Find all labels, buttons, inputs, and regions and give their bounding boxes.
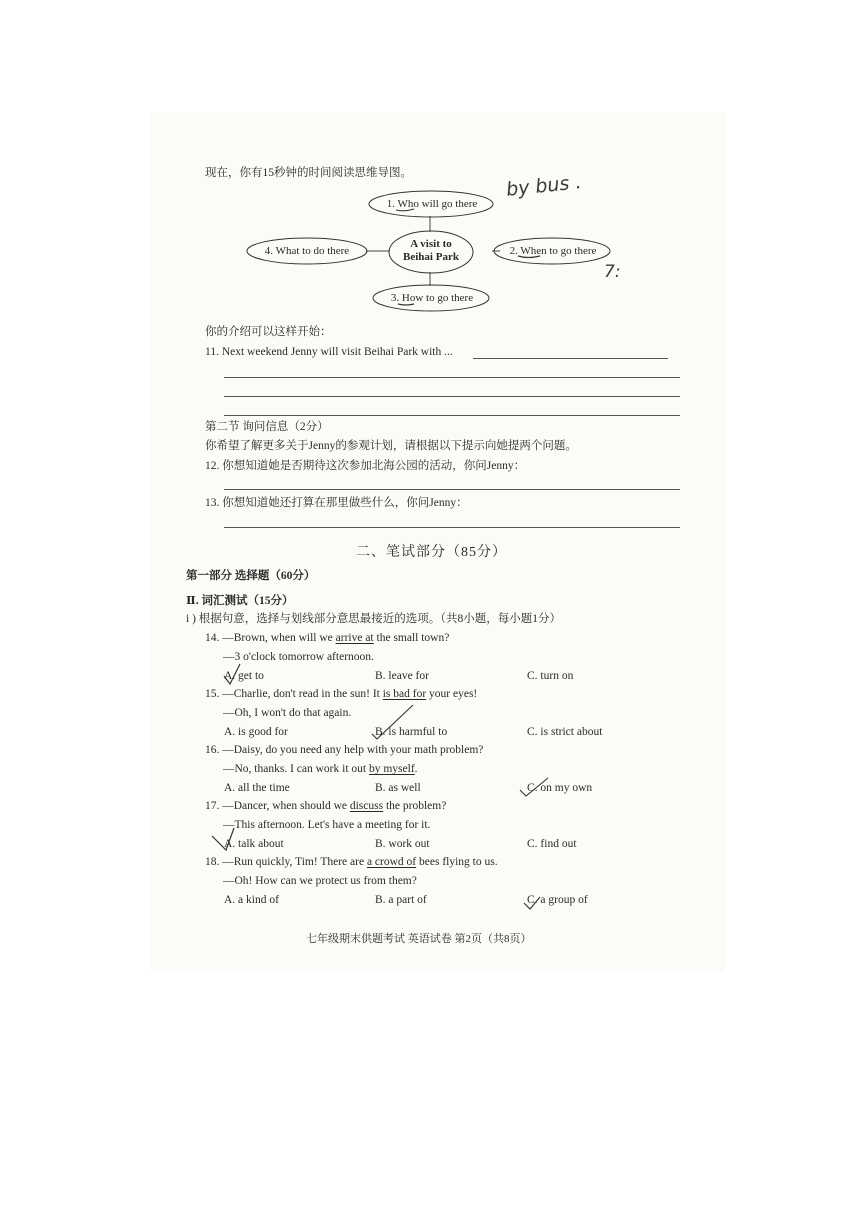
question-17: 17. —Dancer, when should we discuss the problem?	[205, 800, 447, 812]
option-16-c: C. on my own	[527, 782, 593, 794]
option-16-a: A. all the time	[224, 782, 290, 794]
center-line-1: A visit to	[410, 238, 452, 250]
mindmap-node-what: 4. What to do there	[264, 245, 350, 257]
option-16-b: B. as well	[375, 782, 421, 794]
check-mark-17	[212, 828, 234, 850]
option-14-b: B. leave for	[375, 670, 429, 682]
mindmap-node-when: 2. When to go there	[509, 245, 597, 257]
reply-14: —3 o'clock tomorrow afternoon.	[223, 651, 374, 663]
option-14-a: A. get to	[224, 670, 264, 682]
option-17-c: C. find out	[527, 838, 577, 850]
part1-title: 第一部分 选择题（60分）	[186, 570, 316, 582]
reply-17: —This afternoon. Let's have a meeting for it.	[223, 819, 431, 831]
check-mark-14	[224, 664, 240, 684]
reply-18: —Oh! How can we protect us from them?	[223, 875, 417, 887]
handwritten-seven: 7:	[604, 262, 621, 282]
question-15: 15. —Charlie, don't read in the sun! It is bad for your eyes!	[205, 688, 478, 700]
option-17-a: A. talk about	[224, 838, 284, 850]
option-15-c: C. is strict about	[527, 726, 603, 738]
option-18-b: B. a part of	[375, 894, 427, 906]
question-16: 16. —Daisy, do you need any help with your math problem?	[205, 744, 484, 756]
handwritten-by-bus: by bus .	[505, 171, 583, 201]
option-15-b: B. is harmful to	[375, 726, 448, 738]
vocab-instructions: i ) 根据句意，选择与划线部分意思最接近的选项。（共8小题，每小题1分）	[186, 613, 562, 625]
intro-start: 你的介绍可以这样开始：	[205, 326, 332, 338]
question-18: 18. —Run quickly, Tim! There are a crowd of bees flying to us.	[205, 856, 498, 868]
check-mark-18	[524, 897, 540, 909]
mindmap-node-how: 3. How to go there	[390, 292, 474, 304]
written-part-title: 二、笔试部分（85分）	[356, 545, 507, 560]
center-line-2: Beihai Park	[403, 251, 459, 263]
option-18-a: A. a kind of	[224, 894, 279, 906]
section2-title: 第二节 询问信息（2分）	[205, 421, 329, 433]
reply-16: —No, thanks. I can work it out by myself.	[223, 763, 418, 775]
question-13: 13. 你想知道她还打算在那里做些什么，你问Jenny：	[205, 497, 468, 509]
question-14: 14. —Brown, when will we arrive at the small town?	[205, 632, 450, 644]
page-footer: 七年级期末供题考试 英语试卷 第2页（共8页）	[306, 933, 532, 945]
mindmap-intro: 现在，你有15秒钟的时间阅读思维导图。	[205, 167, 412, 179]
option-17-b: B. work out	[375, 838, 430, 850]
check-mark-15	[372, 705, 413, 739]
option-18-c: C. a group of	[527, 894, 588, 906]
section2-instructions: 你希望了解更多关于Jenny的参观计划，请根据以下提示向她提两个问题。	[205, 440, 577, 452]
check-mark-16	[520, 778, 548, 796]
mindmap-node-who: 1. Who will go there	[386, 198, 478, 210]
reply-15: —Oh, I won't do that again.	[223, 707, 352, 719]
vocab-title: Ⅱ. 词汇测试（15分）	[186, 595, 294, 607]
option-15-a: A. is good for	[224, 726, 288, 738]
option-14-c: C. turn on	[527, 670, 574, 682]
question-12: 12. 你想知道她是否期待这次参加北海公园的活动，你问Jenny：	[205, 460, 526, 472]
question-11: 11. Next weekend Jenny will visit Beihai Park with ...	[205, 346, 453, 358]
